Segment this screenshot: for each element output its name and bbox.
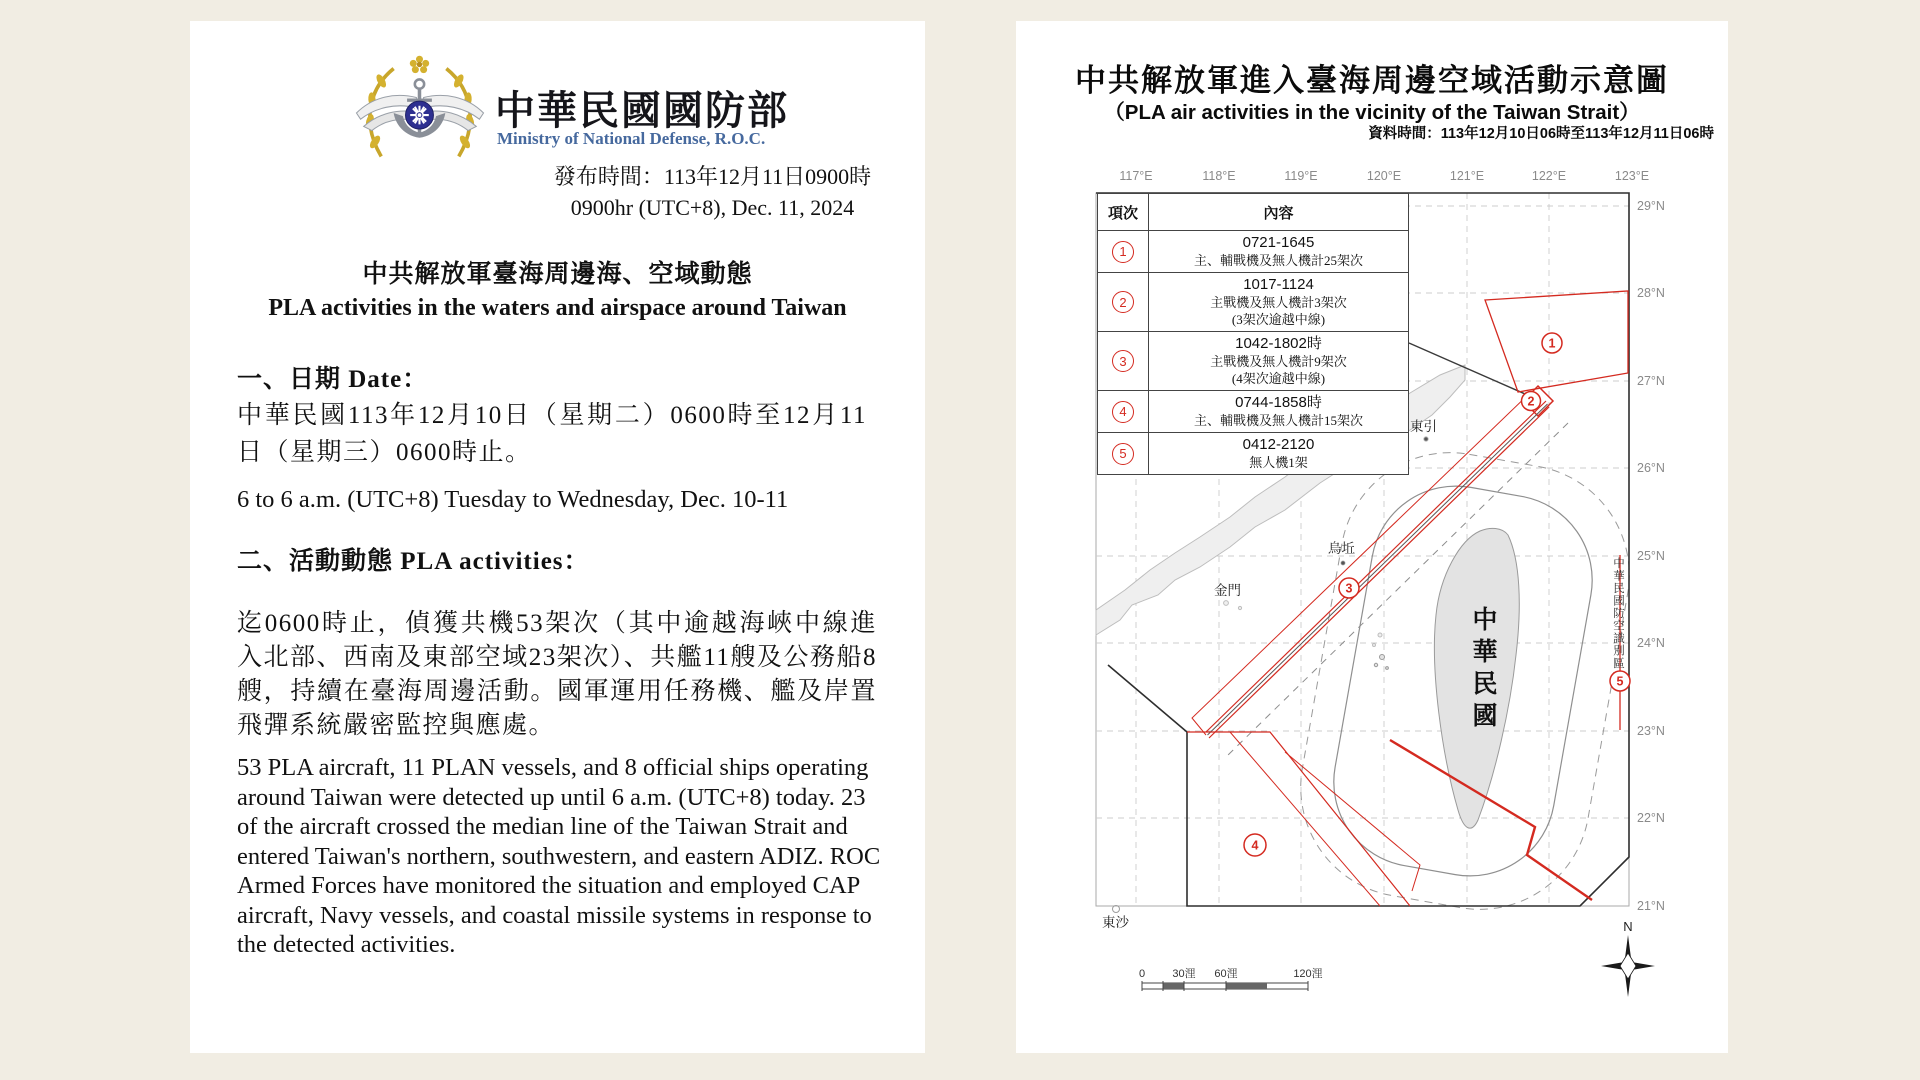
activity-desc: 主、輔戰機及無人機計15架次 <box>1193 413 1363 428</box>
longitude-labels <box>1119 169 1649 183</box>
lat-tick: 29°N <box>1637 199 1665 213</box>
svg-text:2: 2 <box>1527 394 1535 409</box>
table-header-row <box>1098 194 1409 231</box>
date-paragraph-zh: 中華民國113年12月10日（星期二）0600時至12月11日（星期三）0600時止。 <box>237 402 867 466</box>
lon-tick: 117°E <box>1119 169 1153 183</box>
section1-heading: 一、日期 Date： <box>237 366 429 393</box>
label-dongyin: 東引 <box>1410 419 1437 434</box>
col-header-index: 項次 <box>1098 194 1149 231</box>
section2-heading: 二、活動動態 PLA activities： <box>237 548 590 575</box>
activity-table <box>1097 193 1409 475</box>
marker-3 <box>1339 578 1359 598</box>
svg-text:30浬: 30浬 <box>1172 968 1196 980</box>
row-index-circled: 5 <box>1112 443 1134 465</box>
activity-time: 0744-1858時 <box>1235 394 1322 411</box>
activity-map-page <box>1016 21 1728 1053</box>
release-time-en: 0900hr (UTC+8), Dec. 11, 2024 <box>570 195 855 220</box>
latitude-labels <box>1637 199 1665 913</box>
agency-name-zh: 中華民國國防部 <box>495 88 789 133</box>
agency-name-en: Ministry of National Defense, R.O.C. <box>497 129 766 148</box>
lat-tick: 23°N <box>1637 724 1665 738</box>
lat-tick: 24°N <box>1637 636 1665 650</box>
map-title-zh: 中共解放軍進入臺海周邊空域活動示意圖 <box>1075 63 1669 98</box>
activity-desc: 主、輔戰機及無人機計25架次 <box>1193 253 1363 268</box>
compass-n-label: N <box>1623 919 1633 934</box>
table-row <box>1098 391 1409 433</box>
scale-bar <box>1139 967 1323 991</box>
activity-desc: 主戰機及無人機計9架次 <box>1210 354 1347 369</box>
lat-tick: 22°N <box>1637 811 1665 825</box>
svg-text:3: 3 <box>1345 581 1353 596</box>
lon-tick: 120°E <box>1366 169 1402 183</box>
table-row <box>1098 273 1409 332</box>
svg-text:60浬: 60浬 <box>1214 968 1238 980</box>
lat-tick: 25°N <box>1637 549 1665 563</box>
release-time-zh: 發布時間：113年12月11日0900時 <box>553 164 872 189</box>
map-data-time: 資料時間：113年12月10日06時至113年12月11日06時 <box>1368 126 1714 142</box>
svg-text:5: 5 <box>1616 674 1624 689</box>
marker-1 <box>1542 333 1562 353</box>
marker-2 <box>1522 392 1541 411</box>
date-paragraph-en: 6 to 6 a.m. (UTC+8) Tuesday to Wednesday, Dec. 10-11 <box>237 486 789 513</box>
lon-tick: 121°E <box>1449 169 1485 183</box>
activities-paragraph-en: 53 PLA aircraft, 11 PLAN vessels, and 8 official ships operating around Taiwan were detected up until 6 a.m. (UTC+8) today. 23 of the aircraft crossed the median line of the Taiwan Strait and entered Taiwan's northern, southwestern, and eastern ADIZ. ROC Armed Forces have monitored the situation and employed CAP aircraft, Navy vessels, and coastal missile systems in response to the detected activities. <box>237 754 881 958</box>
activity-note: (4架次逾越中線) <box>1231 371 1326 386</box>
document-title-en: PLA activities in the waters and airspace around Taiwan <box>268 295 847 321</box>
col-header-content: 內容 <box>1149 194 1409 231</box>
lon-tick: 122°E <box>1531 169 1567 183</box>
row-index-circled: 1 <box>1112 241 1134 263</box>
row-index-circled: 3 <box>1112 350 1134 372</box>
release-time-block <box>520 161 905 223</box>
row-index-circled: 2 <box>1112 291 1134 313</box>
document-title-zh: 中共解放軍臺海周邊海、空域動態 <box>362 261 753 288</box>
label-kinmen: 金門 <box>1214 583 1241 598</box>
activity-time: 1017-1124 <box>1243 276 1314 293</box>
map-title-en: （PLA air activities in the vicinity of the Taiwan Strait） <box>1104 101 1640 124</box>
activity-time: 1042-1802時 <box>1235 335 1322 352</box>
lon-tick: 119°E <box>1284 169 1318 183</box>
activity-desc: 主戰機及無人機計3架次 <box>1210 295 1347 310</box>
activities-paragraph-zh: 迄0600時止，偵獲共機53架次（其中逾越海峽中線進入北部、西南及東部空域23架次）、共艦11艘及公務船8艘，持續在臺海周邊活動。國軍運用任務機、艦及岸置飛彈系統嚴密監控與應處。 <box>237 610 877 739</box>
activity-note: (3架次逾越中線) <box>1231 312 1326 327</box>
table-row <box>1098 231 1409 273</box>
svg-text:4: 4 <box>1251 838 1259 853</box>
lat-tick: 21°N <box>1637 899 1665 913</box>
plum-blossom <box>410 56 429 73</box>
table-row <box>1098 332 1409 391</box>
label-dongsha: 東沙 <box>1102 915 1129 930</box>
label-roc-adiz: 中華民國防空識別區 <box>1612 557 1624 670</box>
lon-tick: 123°E <box>1614 169 1650 183</box>
marker-4 <box>1244 834 1266 856</box>
roundel-sun <box>406 101 434 129</box>
mnd-emblem-logo <box>350 51 490 175</box>
table-row <box>1098 433 1409 475</box>
svg-text:1: 1 <box>1548 336 1556 351</box>
svg-text:120浬: 120浬 <box>1293 968 1323 980</box>
activity-desc: 無人機1架 <box>1249 455 1308 470</box>
svg-text:0: 0 <box>1138 968 1146 980</box>
lon-tick: 118°E <box>1202 169 1236 183</box>
press-release-page <box>190 21 925 1053</box>
label-wuqiu: 烏坵 <box>1328 541 1355 556</box>
lat-tick: 26°N <box>1637 461 1665 475</box>
lat-tick: 28°N <box>1637 286 1665 300</box>
document-title <box>190 254 925 322</box>
lat-tick: 27°N <box>1637 374 1665 388</box>
compass-rose <box>1601 919 1655 997</box>
activity-time: 0412-2120 <box>1242 436 1315 453</box>
row-index-circled: 4 <box>1112 401 1134 423</box>
activity-time: 0721-1645 <box>1242 234 1315 251</box>
label-taiwan-roc: 中華民國 <box>1469 606 1496 734</box>
